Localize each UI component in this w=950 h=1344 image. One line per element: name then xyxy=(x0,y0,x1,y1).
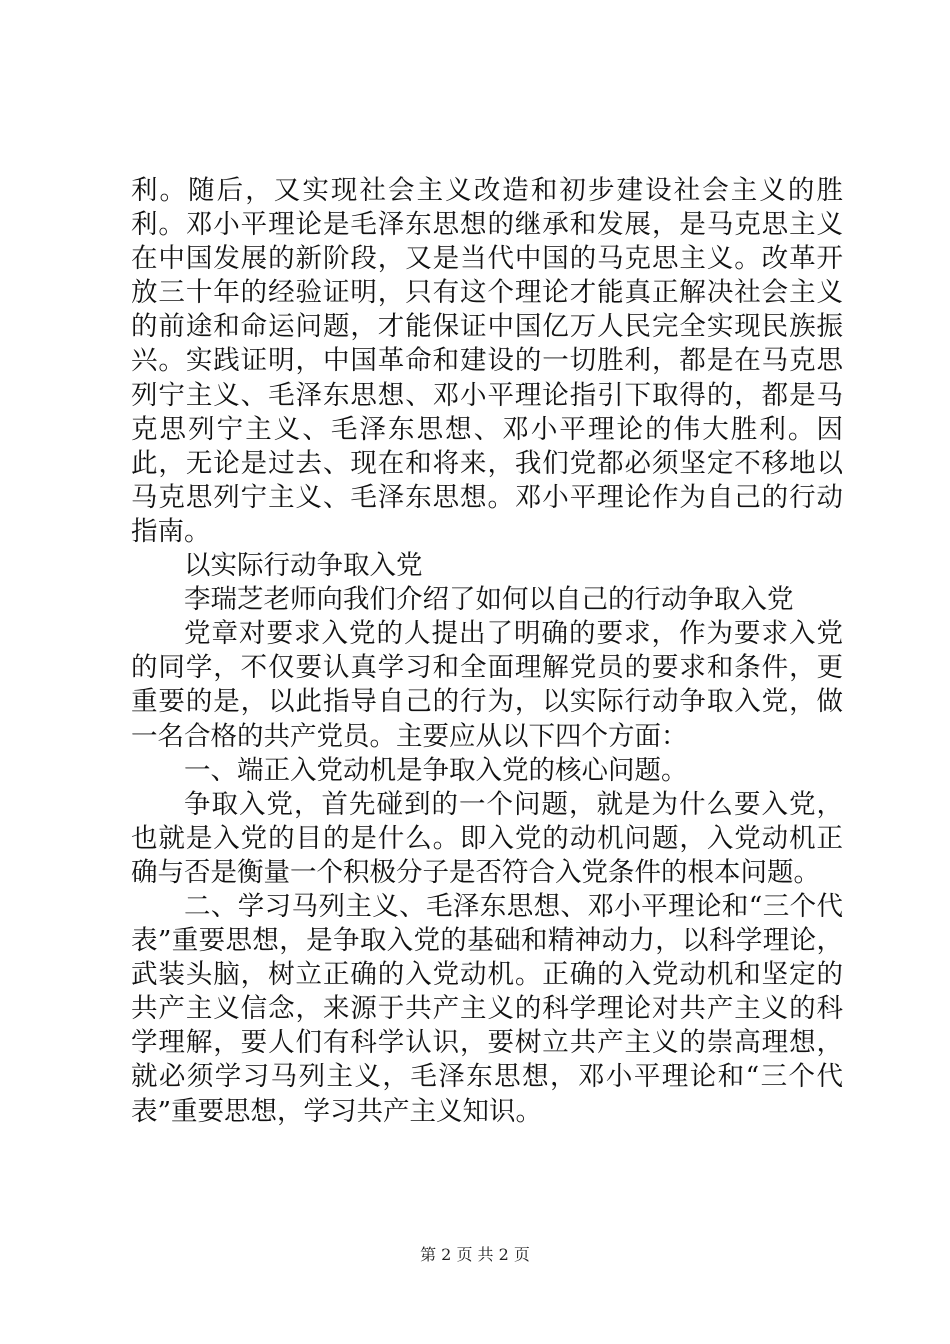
section-heading: 以实际行动争取入党 xyxy=(184,550,423,582)
point-one-heading: 一、端正入党动机是争取入党的核心问题。 xyxy=(184,754,688,786)
point-two-paragraph: 二、学习马列主义、毛泽东思想、邓小平理论和“三个代表”重要思想，是争取入党的基础和精神动力，以科学理论，武装头脑，树立正确的入党动机。正确的入党动机和坚定的共产主义信念，来源于共产主义的科学理论对共产主义的科学理解，要人们有科学认识，要树立共产主义的崇高理想，就必须学习马列主义，毛泽东思想，邓小平理论和“三个代表”重要思想，学习共产主义知识。 xyxy=(131,890,843,1127)
paragraph-continuation: 利。随后，又实现社会主义改造和初步建设社会主义的胜利。邓小平理论是毛泽东思想的继承和发展，是马克思主义在中国发展的新阶段，又是当代中国的马克思主义。改革开放三十年的经验证明，只有这个理论才能真正解决社会主义的前途和命运问题，才能保证中国亿万人民完全实现民族振兴。实践证明，中国革命和建设的一切胜利，都是在马克思列宁主义、毛泽东思想、邓小平理论指引下取得的，都是马克思列宁主义、毛泽东思想、邓小平理论的伟大胜利。因此，无论是过去、现在和将来，我们党都必须坚定不移地以马克思列宁主义、毛泽东思想。邓小平理论作为自己的行动指南。 xyxy=(131,175,843,547)
paragraph-motivation: 争取入党，首先碰到的一个问题，就是为什么要入党，也就是入党的目的是什么。即入党的动机问题，入党动机正确与否是衡量一个积极分子是否符合入党条件的根本问题。 xyxy=(131,788,843,888)
page-footer: 第 2 页 共 2 页 xyxy=(420,1245,530,1264)
document-body xyxy=(131,174,843,1129)
intro-line: 李瑞芝老师向我们介绍了如何以自己的行动争取入党 xyxy=(184,584,794,616)
paragraph-party-constitution: 党章对要求入党的人提出了明确的要求，作为要求入党的同学，不仅要认真学习和全面理解党员的要求和条件，更重要的是，以此指导自己的行为，以实际行动争取入党，做一名合格的共产党员。主要应从以下四个方面： xyxy=(131,618,843,752)
